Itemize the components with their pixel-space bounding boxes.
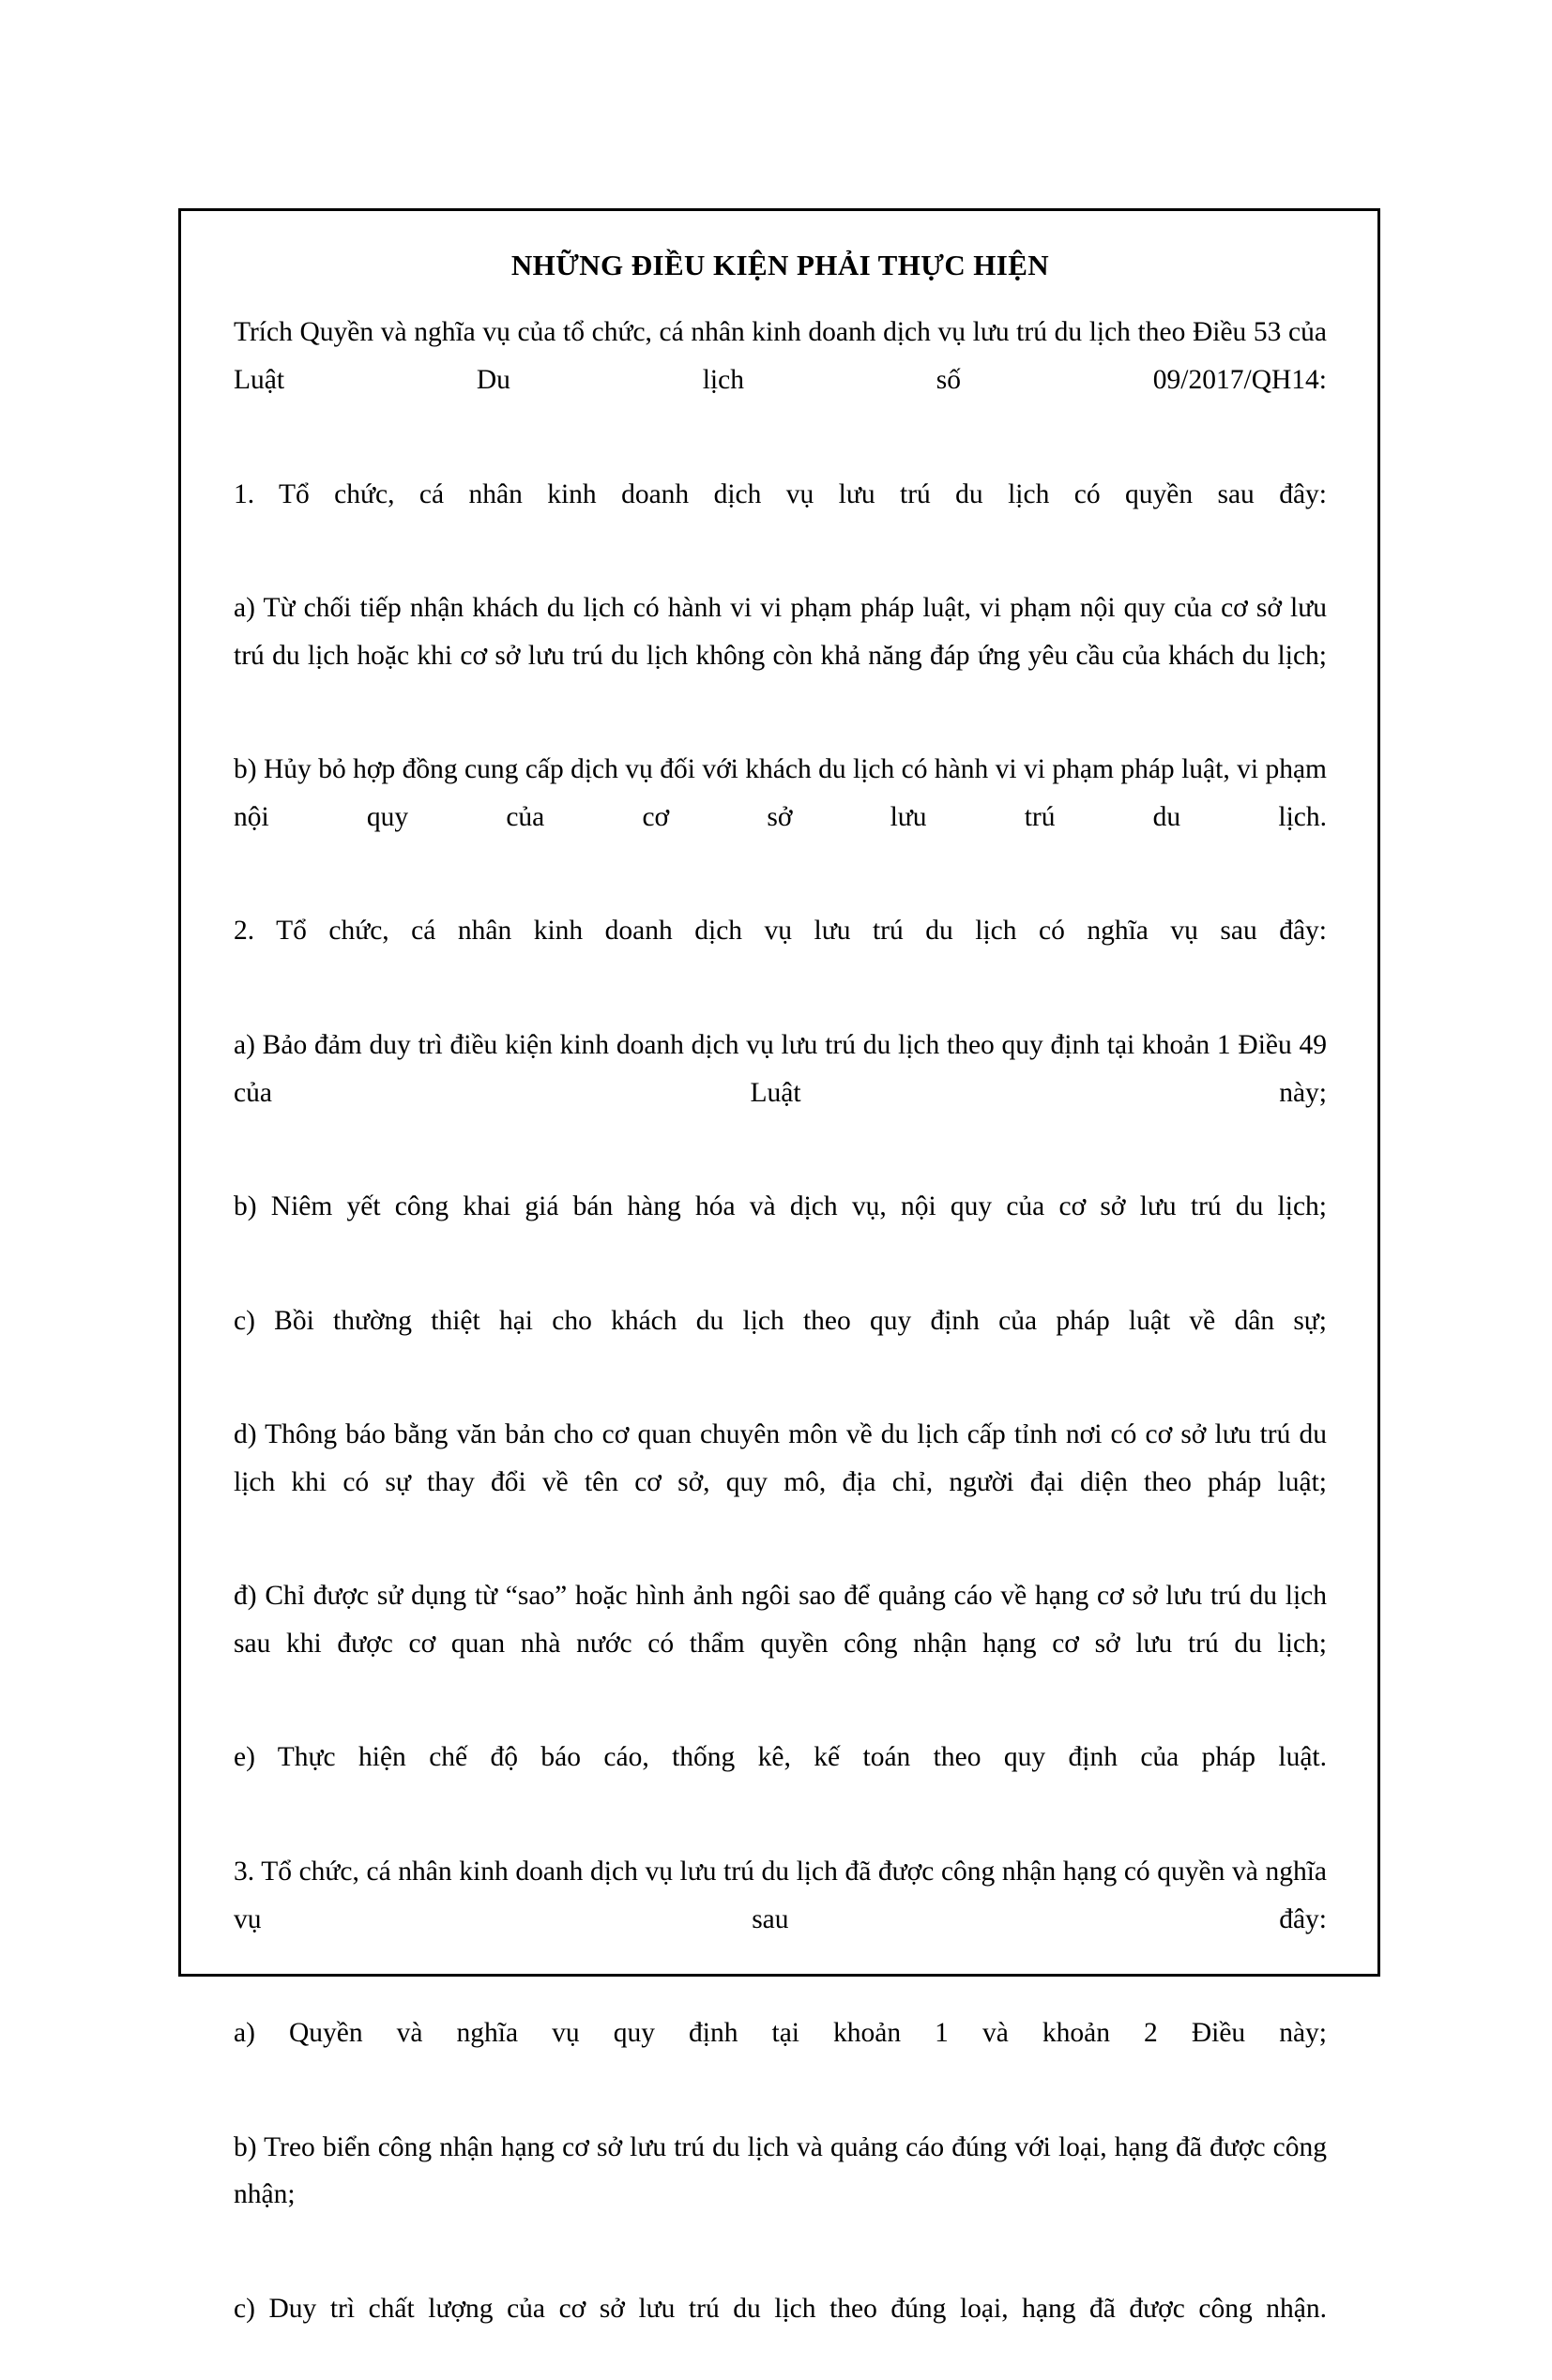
paragraph-2a: a) Bảo đảm duy trì điều kiện kinh doanh dịch vụ lưu trú du lịch theo quy định tại khoản 1 Điều 49 của Luật này;: [234, 1029, 1327, 1108]
document-border-frame: [178, 208, 1380, 2324]
paragraph-3c: c) Duy trì chất lượng của cơ sở lưu trú du lịch theo đúng loại, hạng đã được công nhận.: [234, 2293, 1327, 2324]
paragraph-3b: b) Treo biển công nhận hạng cơ sở lưu trú du lịch và quảng cáo đúng với loại, hạng đã được công nhận;: [234, 2131, 1327, 2210]
paragraph-2b: b) Niêm yết công khai giá bán hàng hóa và dịch vụ, nội quy của cơ sở lưu trú du lịch;: [234, 1191, 1327, 1222]
paragraph-intro: Trích Quyền và nghĩa vụ của tổ chức, cá nhân kinh doanh dịch vụ lưu trú du lịch theo Điều 53 của Luật Du lịch số 09/2017/QH14:: [234, 317, 1327, 396]
paragraph-1a: a) Từ chối tiếp nhận khách du lịch có hành vi vi phạm pháp luật, vi phạm nội quy của cơ sở lưu trú du lịch hoặc khi cơ sở lưu trú du lịch không còn khả năng đáp ứng yêu cầu của khách du lịch;: [234, 592, 1327, 671]
paragraph-3a: a) Quyền và nghĩa vụ quy định tại khoản 1 và khoản 2 Điều này;: [234, 2018, 1327, 2049]
paragraph-section-1: 1. Tổ chức, cá nhân kinh doanh dịch vụ lưu trú du lịch có quyền sau đây:: [234, 478, 1327, 509]
paragraph-section-2: 2. Tổ chức, cá nhân kinh doanh dịch vụ lưu trú du lịch có nghĩa vụ sau đây:: [234, 916, 1327, 947]
paragraph-section-3: 3. Tổ chức, cá nhân kinh doanh dịch vụ lưu trú du lịch đã được công nhận hạng có quyền và nghĩa vụ sau đây:: [234, 1856, 1327, 1934]
paragraph-2e: e) Thực hiện chế độ báo cáo, thống kê, kế toán theo quy định của pháp luật.: [234, 1742, 1327, 1773]
document-content: [234, 239, 1327, 2380]
page-title: NHỮNG ĐIỀU KIỆN PHẢI THỰC HIỆN: [510, 249, 1050, 281]
paragraph-1b: b) Hủy bỏ hợp đồng cung cấp dịch vụ đối với khách du lịch có hành vi vi phạm pháp luật, vi phạm nội quy của cơ sở lưu trú du lịch.: [234, 754, 1327, 832]
paragraph-2c: c) Bồi thường thiệt hại cho khách du lịch theo quy định của pháp luật về dân sự;: [234, 1305, 1327, 1336]
paragraph-2d: d) Thông báo bằng văn bản cho cơ quan chuyên môn về du lịch cấp tỉnh nơi có cơ sở lưu trú du lịch khi có sự thay đổi về tên cơ sở, quy mô, địa chỉ, người đại diện theo pháp luật;: [234, 1418, 1327, 1497]
paragraph-2d-alt: đ) Chỉ được sử dụng từ “sao” hoặc hình ảnh ngôi sao để quảng cáo về hạng cơ sở lưu trú du lịch sau khi được cơ quan nhà nước có thẩm quyền công nhận hạng cơ sở lưu trú du lịch;: [234, 1581, 1327, 1659]
